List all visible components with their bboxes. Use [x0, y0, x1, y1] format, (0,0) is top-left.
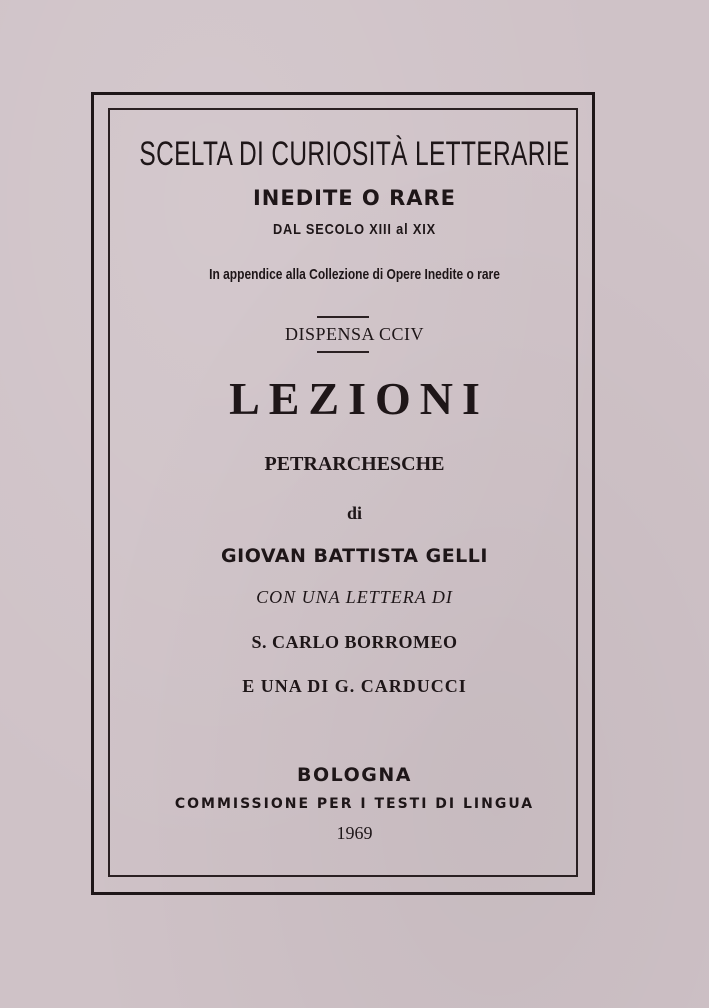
series-period: DAL SECOLO XIII al XIX — [272, 221, 436, 238]
issue-number: DISPENSA CCIV — [284, 324, 425, 344]
author-name: GIOVAN BATTISTA GELLI — [221, 545, 488, 567]
series-appendix: In appendice alla Collezione di Opere Inedite o rare — [209, 266, 500, 283]
rule-below-issue — [317, 351, 369, 353]
with-letter-label: CON UNA LETTERA DI — [256, 587, 453, 607]
book-title: LEZIONI — [229, 373, 489, 424]
series-title: SCELTA DI CURIOSITÀ LETTERARIE — [139, 135, 570, 173]
letter-author-borromeo: S. CARLO BORROMEO — [251, 632, 458, 652]
publisher-name: COMMISSIONE PER I TESTI DI LINGUA — [174, 796, 535, 812]
book-subtitle: PETRARCHESCHE — [264, 453, 445, 475]
series-subtitle: INEDITE O RARE — [252, 186, 457, 210]
rule-above-issue — [317, 316, 369, 318]
publication-year: 1969 — [336, 823, 373, 843]
letter-author-carducci: E UNA DI G. CARDUCCI — [242, 676, 467, 696]
publication-city: BOLOGNA — [297, 764, 412, 786]
by-label: di — [346, 503, 362, 523]
